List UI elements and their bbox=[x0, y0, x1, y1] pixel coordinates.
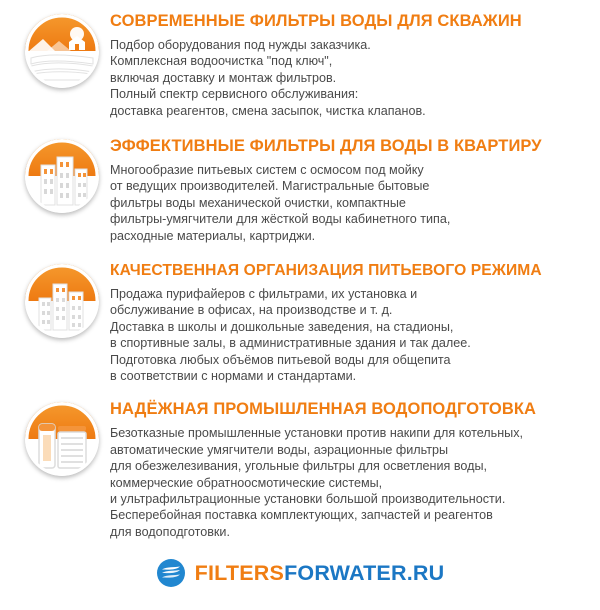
body-line: Доставка в школы и дошкольные заведения, на стадионы, bbox=[110, 319, 454, 334]
body-line: доставка реагентов, смена засыпок, чистка клапанов. bbox=[110, 103, 426, 118]
badge-ring bbox=[25, 402, 99, 476]
body-line: Безотказные промышленные установки против накипи для котельных, bbox=[110, 426, 524, 441]
body-line: для обезжелезивания, угольные фильтры для осветления воды, bbox=[110, 459, 488, 474]
field-landscape-icon bbox=[25, 14, 99, 88]
body-line: Продажа пурифайеров с фильтрами, их установка и bbox=[110, 286, 418, 301]
body-line: расходные материалы, картриджи. bbox=[110, 228, 316, 243]
section-title: ЭФФЕКТИВНЫЕ ФИЛЬТРЫ ДЛЯ ВОДЫ В КВАРТИРУ bbox=[110, 137, 542, 155]
section-text bbox=[110, 260, 588, 384]
body-line: Полный спектр сервисного обслуживания: bbox=[110, 87, 359, 102]
body-line: и ультрафильтрационные установки большой производительности. bbox=[110, 491, 506, 506]
body-line: Подготовка любых объёмов питьевой воды для общепита bbox=[110, 352, 451, 367]
badge-ring bbox=[25, 139, 99, 213]
section-title: СОВРЕМЕННЫЕ ФИЛЬТРЫ ВОДЫ ДЛЯ СКВАЖИН bbox=[110, 12, 522, 30]
section-text bbox=[110, 398, 588, 540]
section-title: КАЧЕСТВЕННАЯ ОРГАНИЗАЦИЯ ПИТЬЕВОГО РЕЖИМА bbox=[110, 262, 542, 279]
body-line: Подбор оборудования под нужды заказчика. bbox=[110, 37, 371, 52]
section-title: НАДЁЖНАЯ ПРОМЫШЛЕННАЯ ВОДОПОДГОТОВКА bbox=[110, 400, 537, 419]
city-skyline-icon bbox=[25, 264, 99, 338]
section-icon-container bbox=[14, 135, 110, 213]
body-line: Комплексная водоочистка "под ключ", bbox=[110, 54, 333, 69]
badge-ring bbox=[25, 14, 99, 88]
apartment-building-icon bbox=[25, 139, 99, 213]
section-body bbox=[110, 425, 588, 540]
body-line: от ведущих производителей. Магистральные бытовые bbox=[110, 179, 430, 194]
badge-ring bbox=[25, 264, 99, 338]
body-line: коммерческие обратноосмотические системы, bbox=[110, 475, 383, 490]
section-apartment-filters bbox=[0, 135, 600, 244]
body-line: Многообразие питьевых систем с осмосом под мойку bbox=[110, 162, 424, 177]
section-text bbox=[110, 135, 588, 244]
industrial-filter-icon bbox=[25, 402, 99, 476]
section-text bbox=[110, 10, 588, 119]
logo-text-second: FORWATER.RU bbox=[284, 560, 445, 585]
body-line: в спортивные залы, в административные здания и так далее. bbox=[110, 336, 471, 351]
promo-page bbox=[0, 10, 600, 610]
water-swirl-logo-icon bbox=[156, 558, 186, 588]
body-line: автоматические умягчители воды, аэрационные фильтры bbox=[110, 442, 449, 457]
section-body bbox=[110, 286, 588, 384]
section-drinking-regime bbox=[0, 260, 600, 384]
section-wells-filters bbox=[0, 10, 600, 119]
logo-text bbox=[195, 561, 445, 586]
section-icon-container bbox=[14, 260, 110, 338]
body-line: включая доставку и монтаж фильтров. bbox=[110, 70, 337, 85]
body-line: в соответствии с нормами и стандартами. bbox=[110, 368, 357, 383]
section-industrial-treatment bbox=[0, 398, 600, 540]
body-line: обслуживание в офисах, на производстве и т. д. bbox=[110, 303, 393, 318]
section-icon-container bbox=[14, 398, 110, 476]
body-line: фильтры-умягчители для жёсткой воды кабинетного типа, bbox=[110, 212, 451, 227]
logo-text-first: FILTERS bbox=[194, 560, 285, 585]
section-icon-container bbox=[14, 10, 110, 88]
section-body bbox=[110, 162, 588, 244]
section-body bbox=[110, 37, 588, 119]
site-logo[interactable] bbox=[0, 558, 600, 588]
body-line: фильтры воды механической очистки, компактные bbox=[110, 195, 406, 210]
body-line: для водоподготовки. bbox=[110, 524, 230, 539]
body-line: Бесперебойная поставка комплектующих, запчастей и реагентов bbox=[110, 508, 493, 523]
